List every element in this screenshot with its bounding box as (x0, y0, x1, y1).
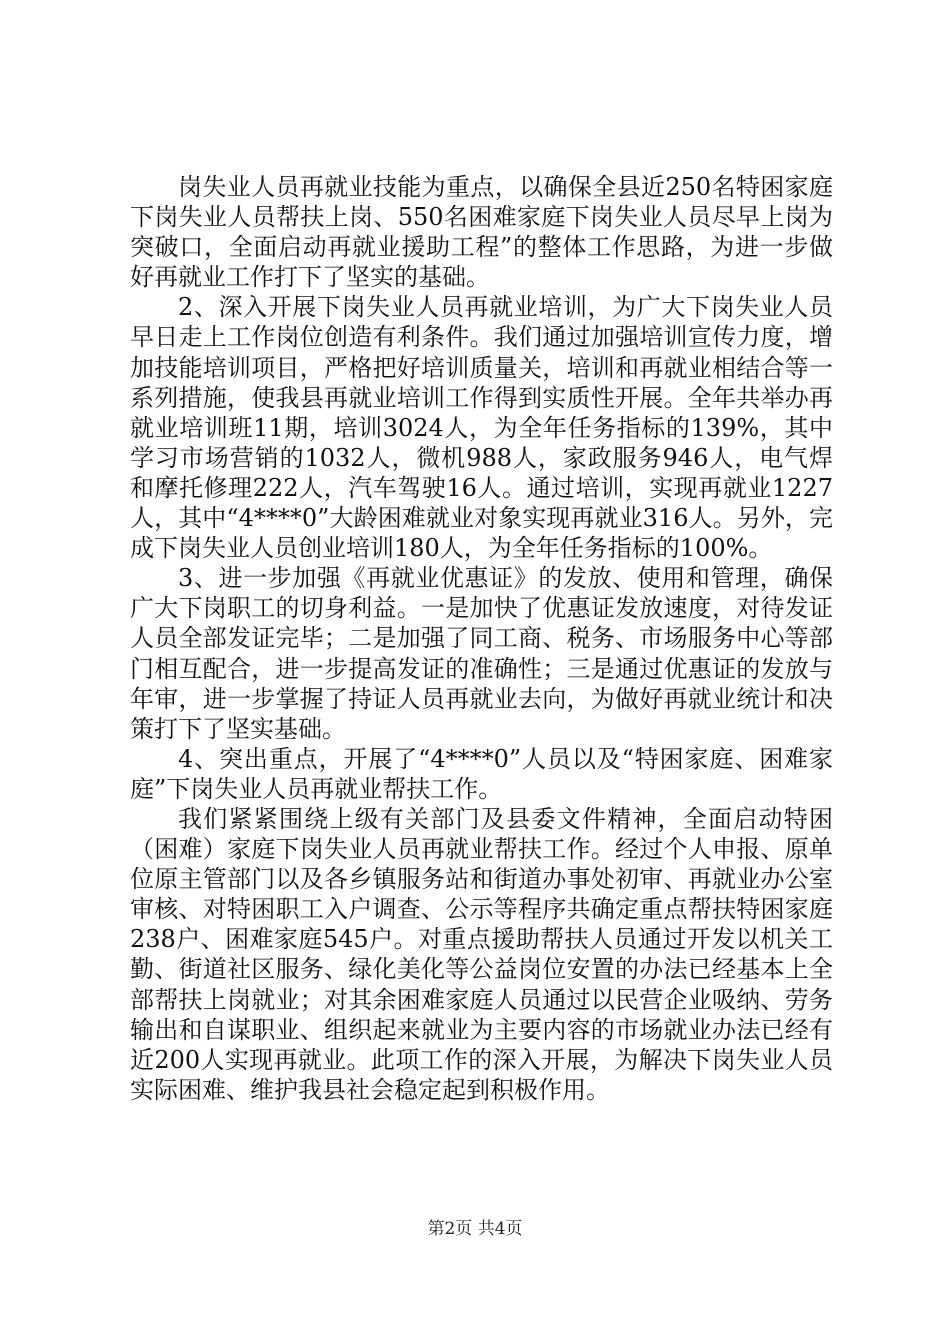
paragraph-2: 2、深入开展下岗失业人员再就业培训，为广大下岗失业人员早日走上工作岗位创造有利条件。我们通过加强培训宣传力度，增加技能培训项目，严格把好培训质量关，培训和再就业相结合等一系列措施，使我县再就业培训工作得到实质性开展。全年共举办再就业培训班11期，培训3024人，为全年任务指标的139%，其中学习市场营销的1032人，微机988人，家政服务946人，电气焊和摩托修理222人，汽车驾驶16人。通过培训，实现再就业1227人，其中“4****0”大龄困难就业对象实现再就业316人。另外，完成下岗失业人员创业培训180人，为全年任务指标的100%。 (130, 293, 833, 563)
paragraph-5: 我们紧紧围绕上级有关部门及县委文件精神，全面启动特困（困难）家庭下岗失业人员再就业帮扶工作。经过个人申报、原单位原主管部门以及各乡镇服务站和街道办事处初审、再就业办公室审核、对特困职工入户调查、公示等程序共确定重点帮扶特困家庭238户、困难家庭545户。对重点援助帮扶人员通过开发以机关工勤、街道社区服务、绿化美化等公益岗位安置的办法已经基本上全部帮扶上岗就业；对其余困难家庭人员通过以民营企业吸纳、劳务输出和自谋职业、组织起来就业为主要内容的市场就业办法已经有近200人实现再就业。此项工作的深入开展，为解决下岗失业人员实际困难、维护我县社会稳定起到积极作用。 (130, 804, 833, 1104)
paragraph-1: 岗失业人员再就业技能为重点，以确保全县近250名特困家庭下岗失业人员帮扶上岗、550名困难家庭下岗失业人员尽早上岗为突破口，全面启动再就业援助工程”的整体工作思路，为进一步做好再就业工作打下了坚实的基础。 (130, 173, 833, 292)
page-number-footer: 第2页 共4页 (427, 1219, 523, 1239)
document-body (130, 172, 833, 1105)
paragraph-4: 4、突出重点，开展了“4****0”人员以及“特困家庭、困难家庭”下岗失业人员再就业帮扶工作。 (130, 744, 833, 803)
paragraph-3: 3、进一步加强《再就业优惠证》的发放、使用和管理，确保广大下岗职工的切身利益。一是加快了优惠证发放速度，对待发证人员全部发证完毕；二是加强了同工商、税务、市场服务中心等部门相互配合，进一步提高发证的准确性；三是通过优惠证的发放与年审，进一步掌握了持证人员再就业去向，为做好再就业统计和决策打下了坚实基础。 (130, 564, 833, 743)
